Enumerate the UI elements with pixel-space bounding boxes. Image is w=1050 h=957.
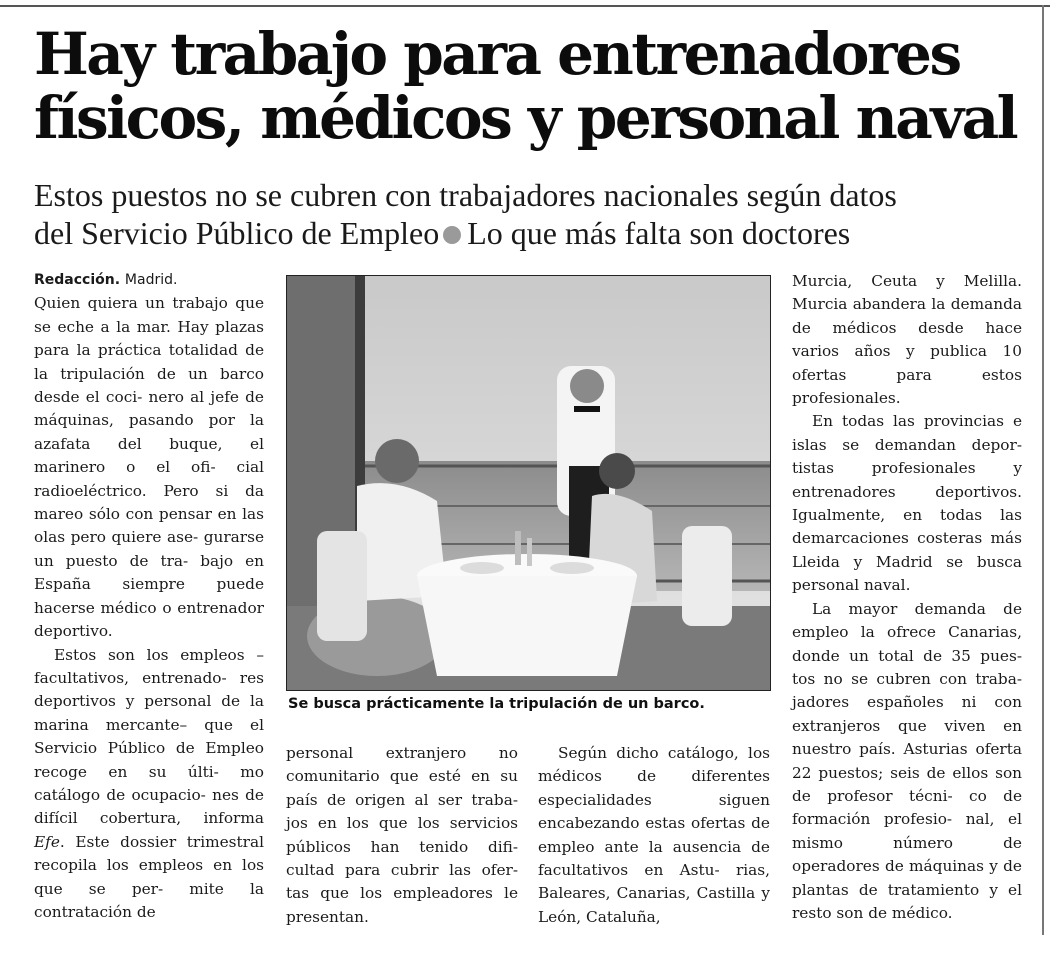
text-line: trimestral recopila los bbox=[34, 832, 264, 875]
text-line: mite la contratación de bbox=[34, 879, 264, 921]
text-line: En todas las provincias bbox=[812, 412, 1004, 431]
text-line: da mareo sólo con pensar bbox=[34, 481, 264, 524]
text-line: Quien quiera un trabajo bbox=[34, 294, 228, 313]
article-photo bbox=[286, 275, 771, 691]
text-line: demarcaciones costeras bbox=[792, 529, 983, 548]
headline bbox=[34, 22, 1034, 150]
text-line: Murcia, Ceuta y Melilla. bbox=[792, 272, 1022, 290]
text-line: que se eche a la mar. Hay bbox=[34, 294, 264, 336]
text-line: Empleo recoge en su últi- bbox=[34, 739, 264, 781]
text-line: e islas se demandan depor- bbox=[792, 412, 1022, 454]
text-line: operadores de máquinas y bbox=[792, 857, 998, 876]
text-line: de plantas de tratamiento bbox=[792, 857, 1022, 899]
text-line: –facultativos, entrenado- bbox=[34, 645, 264, 687]
text-line: los médicos de diferentes bbox=[538, 744, 770, 786]
text-line: Igualmente, en todas las bbox=[792, 506, 1022, 525]
text-line: Castilla y León, Cataluña, bbox=[538, 884, 770, 926]
bullet-dot-icon bbox=[443, 226, 461, 244]
text-line: país de origen al ser traba- bbox=[286, 790, 518, 809]
byline-place: Madrid. bbox=[124, 272, 178, 288]
article-column-3 bbox=[538, 742, 770, 929]
text-line: puede hacerse médico o bbox=[34, 575, 264, 617]
text-line: plazas para la práctica bbox=[34, 317, 264, 360]
text-line: Murcia abandera la bbox=[792, 295, 946, 314]
text-line: más Lleida y Madrid se bbox=[792, 529, 1022, 571]
text-line: Estos son los empleos bbox=[54, 645, 245, 664]
text-line: nal, el mismo número de bbox=[792, 810, 1022, 852]
text-line: tos no se cubren con traba- bbox=[792, 669, 1022, 688]
agency-name: Efe bbox=[34, 832, 60, 851]
text-line: La mayor demanda de bbox=[812, 599, 1022, 618]
text-line: gurarse un puesto de tra- bbox=[34, 528, 264, 570]
text-line: entrenador deportivo. bbox=[34, 598, 264, 641]
text-line: mo catálogo de ocupacio- bbox=[34, 762, 264, 804]
text-line: públicos han tenido difi- bbox=[286, 837, 518, 856]
article-column-1 bbox=[34, 268, 264, 924]
text-line: de la marina mercante– bbox=[34, 692, 264, 734]
text-line: encabezando estas ofertas bbox=[538, 814, 746, 833]
article-column-2 bbox=[286, 742, 518, 929]
subheadline-line-1: Estos puestos no se cubren con trabajadores nacionales según datos bbox=[34, 177, 897, 213]
text-line: nes de difícil cobertura, bbox=[34, 785, 264, 828]
text-line: buque, el marinero o el ofi- bbox=[34, 434, 264, 477]
top-rule bbox=[0, 5, 1050, 7]
text-line: de empleo ante la ausencia bbox=[538, 814, 770, 856]
text-line: totalidad de la tripulación bbox=[34, 341, 264, 383]
text-line: informa bbox=[203, 809, 264, 828]
text-line: estos profesionales. bbox=[792, 365, 1022, 408]
text-line: jadores españoles ni con bbox=[792, 693, 1022, 712]
text-line: especialidades siguen bbox=[538, 790, 770, 809]
text-line: empleos en los que se per- bbox=[34, 856, 264, 898]
headline-line-2: físicos, médicos y personal naval bbox=[34, 84, 1017, 152]
text-line: cial radioeléctrico. Pero si bbox=[34, 458, 264, 500]
text-line: personal extranjero no bbox=[286, 744, 518, 762]
text-line: empleo la ofrece Canarias, bbox=[792, 623, 1022, 642]
text-line: comunitario que esté en su bbox=[286, 767, 518, 786]
text-line: bajo en España siempre bbox=[34, 551, 264, 594]
text-line: presentan. bbox=[286, 907, 369, 926]
text-line: oferta 22 puestos; seis de bbox=[792, 740, 1022, 782]
text-line: publica 10 ofertas para bbox=[792, 342, 1022, 384]
text-line: que el Servicio Público de bbox=[34, 715, 264, 758]
subheadline-line-2: del Servicio Público de Empleo bbox=[34, 215, 440, 251]
text-line: jos en los que los servicios bbox=[286, 814, 518, 833]
text-line: nero al jefe de máquinas, bbox=[34, 388, 264, 430]
text-line: entrenadores deportivos. bbox=[792, 482, 1022, 501]
article-column-4 bbox=[792, 270, 1022, 925]
photo-illustration bbox=[287, 276, 770, 690]
text-line: tistas profesionales y bbox=[792, 459, 1022, 478]
text-line: Según dicho catálogo, bbox=[558, 744, 739, 762]
text-line: nuestro país. Asturias bbox=[792, 740, 968, 759]
text-line: y el resto son de médico. bbox=[792, 880, 1022, 922]
text-line: extranjeros que viven en bbox=[792, 716, 1022, 735]
text-line: de un barco desde el coci- bbox=[34, 364, 264, 407]
text-line: rias, Baleares, Canarias, bbox=[538, 861, 770, 903]
text-line: de facultativos en Astu- bbox=[538, 837, 770, 880]
text-line: desde hace varios años y bbox=[792, 318, 1022, 361]
subheadline-part-2: Lo que más falta son doctores bbox=[467, 215, 851, 251]
text-line: tas que los empleadores le bbox=[286, 884, 518, 903]
subheadline bbox=[34, 176, 1034, 252]
text-line: cultad para cubrir las ofer- bbox=[286, 861, 518, 880]
photo-caption: Se busca prácticamente la tripulación de un barco. bbox=[288, 696, 705, 712]
text-line: res deportivos y personal bbox=[34, 668, 264, 711]
text-line: busca personal naval. bbox=[792, 552, 1022, 595]
text-line: demanda de médicos bbox=[792, 295, 1022, 337]
right-column-rule bbox=[1042, 5, 1044, 935]
text-line: en las olas pero quiere ase- bbox=[34, 505, 264, 547]
text-line: . Este dossier bbox=[59, 832, 177, 851]
text-line: ellos son de profesor técni- bbox=[792, 763, 1022, 805]
text-line: donde un total de 35 pues- bbox=[792, 646, 1022, 665]
text-line: co de formación profesio- bbox=[792, 786, 1022, 829]
headline-line-1: Hay trabajo para entrenadores bbox=[34, 20, 960, 88]
text-line: pasando por la azafata del bbox=[34, 411, 264, 453]
byline-author: Redacción. bbox=[34, 272, 121, 288]
